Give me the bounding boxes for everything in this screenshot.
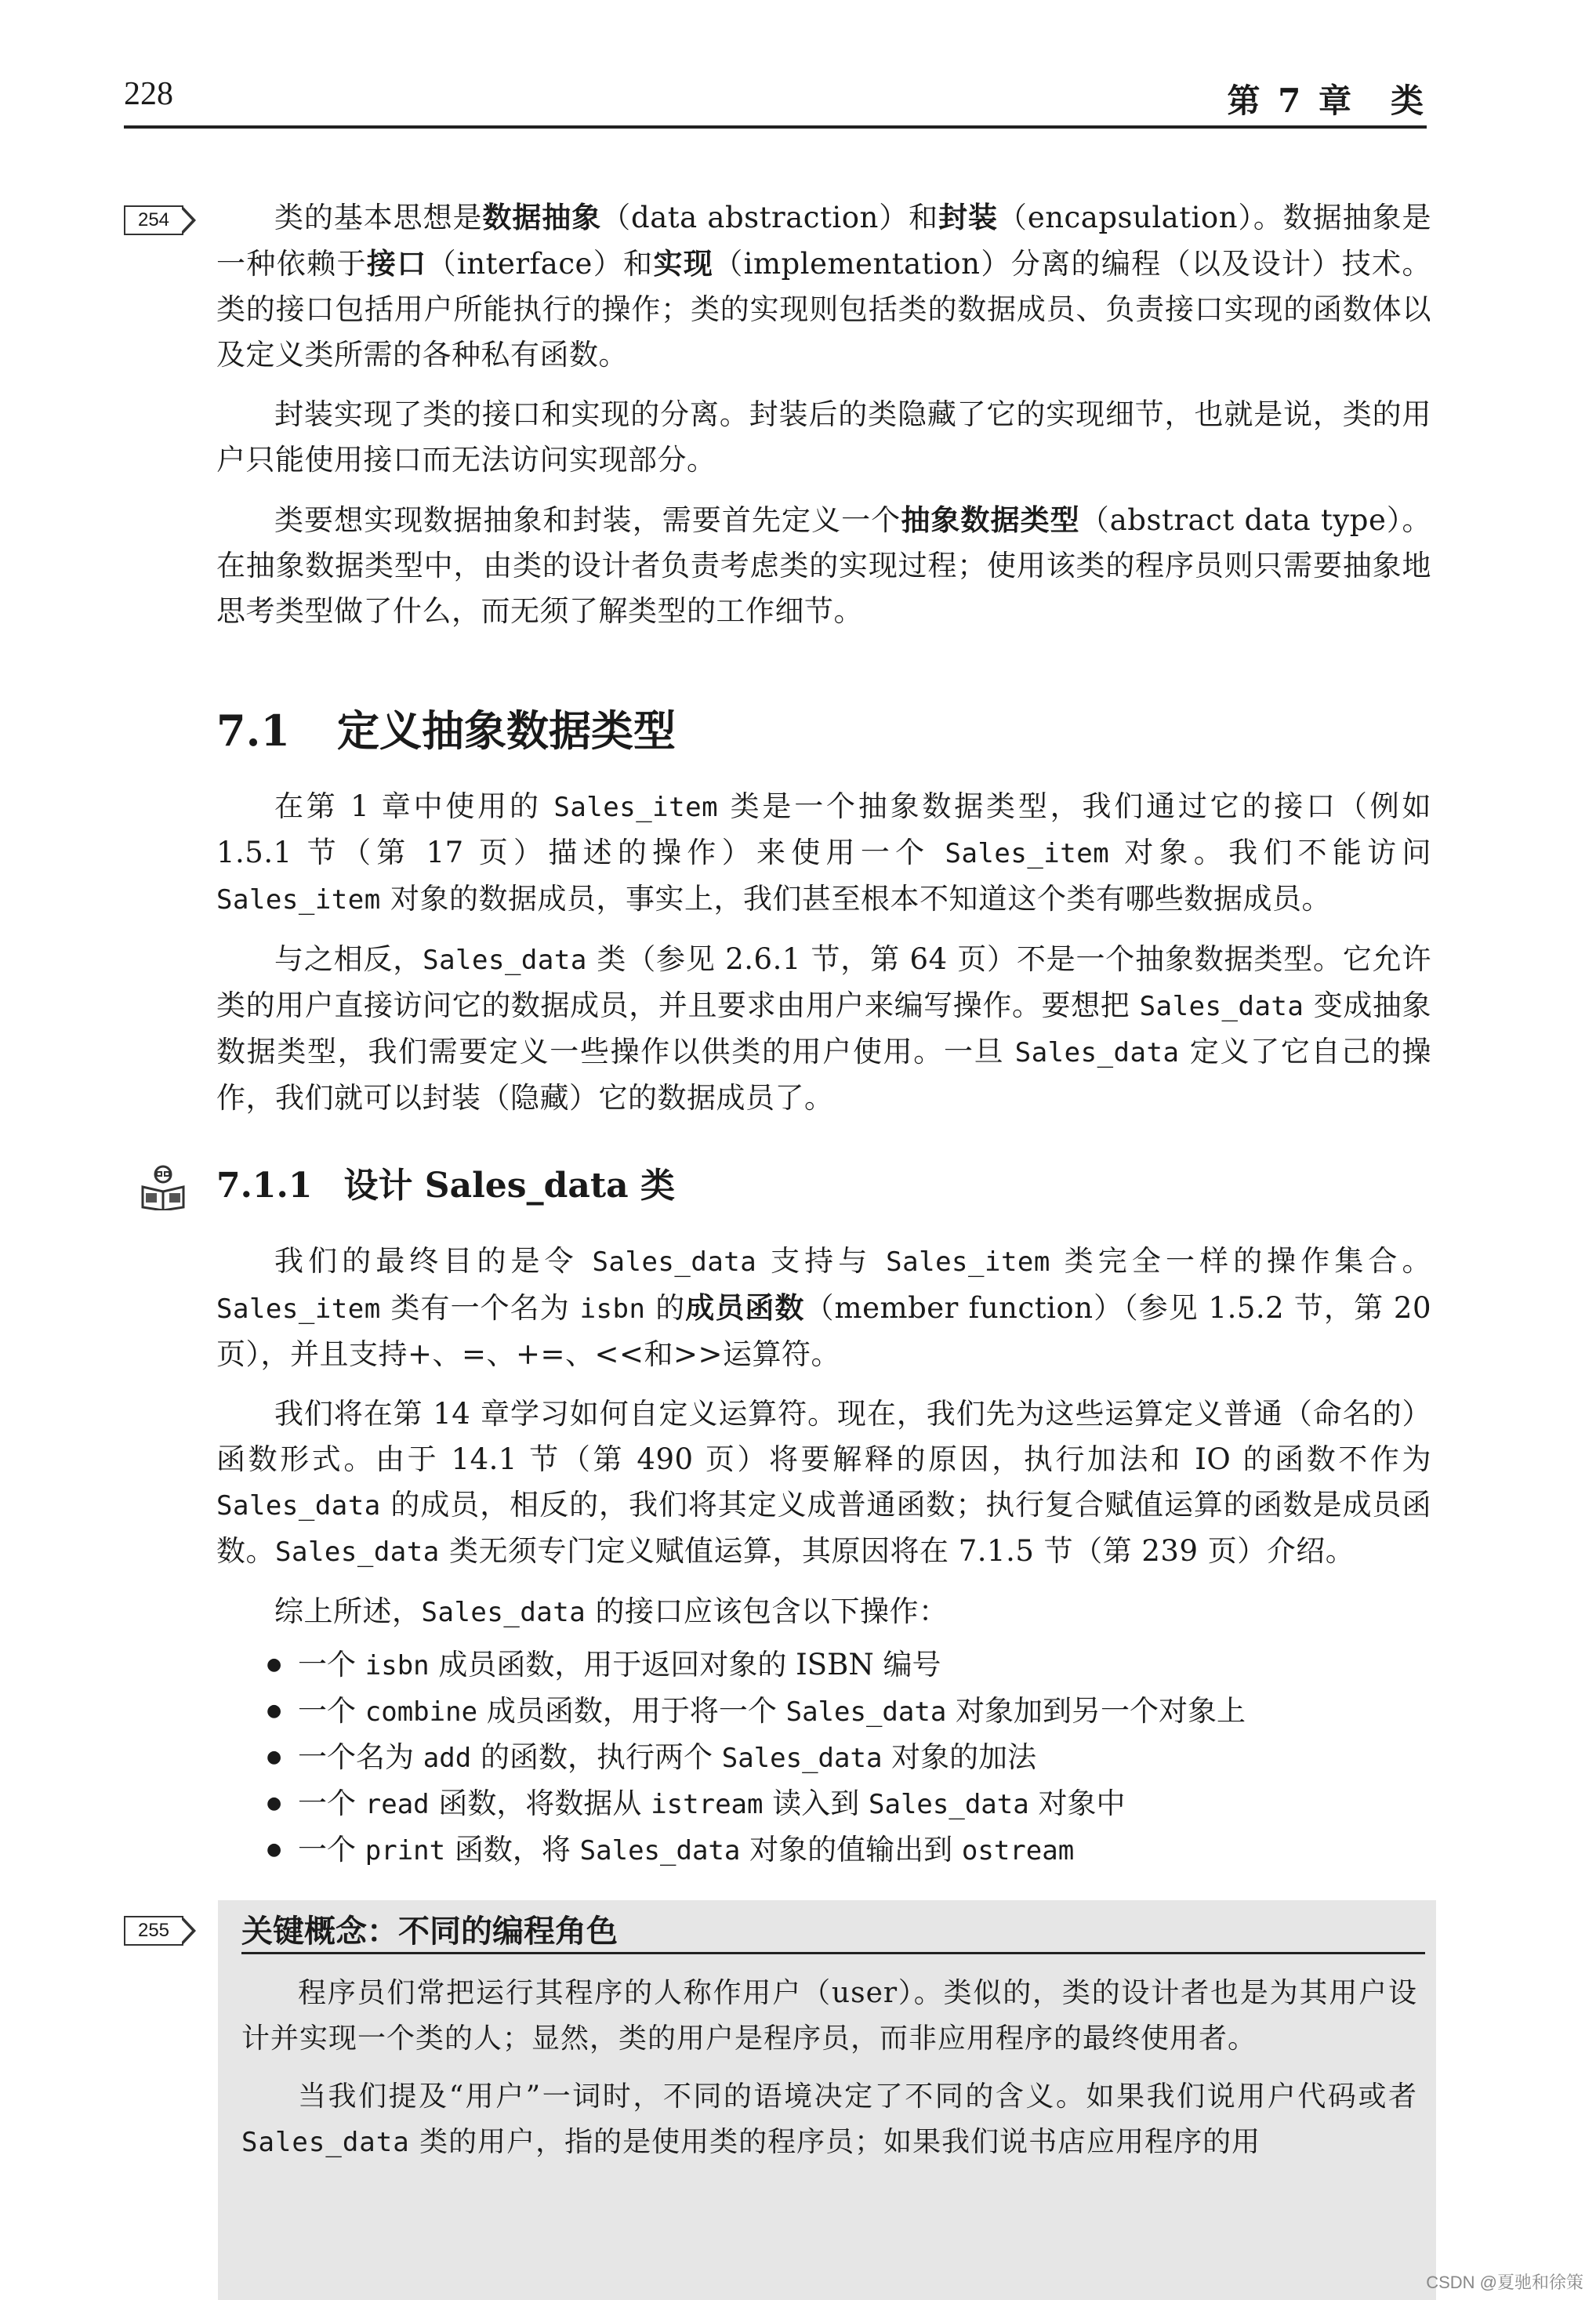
text-run: 对象的加法: [882, 1740, 1037, 1774]
text-run: （abstract data type）。在抽象数据类型中，由类的设计者负责考虑类的实现过程；使用该类的程序员则只需要抽象地思考类型做了什么，而无须了解类型的工作细节。: [216, 503, 1431, 628]
term-data-abstraction: 数据抽象: [482, 200, 602, 234]
text-run: 对象。我们不能访问: [1109, 836, 1431, 869]
text-run: 函数，将数据从: [429, 1787, 651, 1820]
list-item: [267, 1689, 1246, 1735]
text-run: （encapsulation）。数据抽象是一种依赖于: [216, 201, 1431, 281]
text-run: 的: [645, 1291, 686, 1325]
key-concept-paragraph-2: [241, 2074, 1417, 2165]
intro-paragraph-2: 封装实现了类的接口和实现的分离。封装后的类隐藏了它的实现细节，也就是说，类的用户只能使用接口而无法访问实现部分。: [216, 397, 1431, 477]
text-run: 类（参见 2.6.1 节，第 64 页）不是一个抽象数据类型。它允许类的用户直接访问它的数据成员，并且要求由用户来编写操作。要想把: [216, 942, 1432, 1022]
text-run: 的函数，执行两个: [471, 1740, 722, 1774]
operations-list: [267, 1642, 1246, 1874]
arrow-right-icon: [182, 205, 196, 235]
text-run: 类要想实现数据抽象和封装，需要首先定义一个: [274, 503, 901, 537]
text-run: 类完全一样的操作集合。: [1050, 1244, 1431, 1278]
page-number: 228: [124, 76, 173, 112]
text-run: 一个: [298, 1787, 365, 1820]
margin-page-ref-255: [124, 1916, 196, 1946]
code-sales-data: Sales_data: [421, 1597, 586, 1628]
text-run: 一个: [298, 1833, 365, 1866]
text-run: 类无须专门定义赋值运算，其原因将在 7.1.5 节（第 239 页）介绍。: [439, 1534, 1355, 1568]
text-run: 对象的数据成员，事实上，我们甚至根本不知道这个类有哪些数据成员。: [380, 882, 1331, 916]
header-rule: [124, 125, 1427, 129]
code-sales-data: Sales_data: [216, 1490, 381, 1522]
term-implementation: 实现: [653, 246, 714, 281]
code-sales-item: Sales_item: [216, 1293, 381, 1325]
list-item: [267, 1735, 1246, 1781]
term-member-function: 成员函数: [685, 1290, 805, 1325]
text-run: 综上所述，: [274, 1594, 422, 1628]
text-run: 成员函数，用于将一个: [477, 1694, 786, 1728]
text-run: 对象加到另一个对象上: [946, 1694, 1246, 1728]
subsection-title: 设计 Sales_data 类: [343, 1166, 675, 1206]
text-run: （member function）（参见 1.5.2 节，第 20 页），并且支持+、=、+=、<<和>>运算符。: [216, 1291, 1431, 1371]
margin-page-ref-label: 255: [124, 1916, 183, 1946]
key-concept-box: [218, 1900, 1436, 2300]
key-concept-body: [241, 1971, 1417, 2178]
code-term: Sales_data: [785, 1696, 947, 1728]
text-run: 类的基本思想是: [274, 201, 483, 234]
reader-icon: [138, 1163, 188, 1210]
intro-text: [216, 194, 1431, 648]
text-run: 的成员，相反的，我们将其定义成普通函数；执行复合赋值运算的函数是成员函数。: [216, 1488, 1431, 1568]
code-sales-item: Sales_item: [553, 792, 719, 823]
list-item: [267, 1781, 1246, 1827]
subsection-paragraph-2: [216, 1391, 1431, 1575]
text-run: （data abstraction）和: [601, 201, 939, 234]
term-encapsulation: 封装: [938, 200, 998, 234]
code-sales-data: Sales_data: [275, 1536, 440, 1568]
text-run: 一个: [298, 1694, 365, 1728]
code-term: add: [423, 1743, 472, 1774]
text-run: 支持与: [756, 1244, 887, 1278]
key-concept-title: 关键概念：不同的编程角色: [241, 1913, 618, 1950]
code-term: combine: [365, 1696, 478, 1728]
margin-page-ref-254: [124, 205, 196, 235]
term-abstract-data-type: 抽象数据类型: [901, 502, 1080, 537]
subsection-text: [216, 1239, 1431, 1649]
subsection-paragraph-1: [216, 1239, 1431, 1377]
section-text: [216, 784, 1431, 1135]
key-concept-paragraph-1: 程序员们常把运行其程序的人称作用户（user）。类似的，类的设计者也是为其用户设计并实现一个类的人；显然，类的用户是程序员，而非应用程序的最终使用者。: [241, 1977, 1417, 2055]
code-term: Sales_data: [869, 1789, 1029, 1820]
chapter-title: 第 7 章 类: [1227, 82, 1427, 120]
text-run: 一个: [298, 1648, 365, 1681]
list-item: [267, 1827, 1246, 1874]
section-paragraph-1: [216, 784, 1431, 923]
section-paragraph-2: [216, 937, 1431, 1121]
section-title: 定义抽象数据类型: [336, 706, 676, 756]
code-sales-item: Sales_item: [945, 838, 1110, 869]
text-run: 一个名为: [298, 1740, 423, 1774]
text-run: 类是一个抽象数据类型，我们通过它的接口（例如 1.5.1 节（第 17 页）描述的操作）来使用一个: [216, 789, 1431, 869]
intro-paragraph-1: [216, 194, 1431, 378]
text-run: 与之相反，: [274, 942, 423, 976]
text-run: 变成抽象数据类型，我们需要定义一些操作以供类的用户使用。一旦: [216, 989, 1431, 1068]
text-run: 类有一个名为: [380, 1291, 580, 1325]
code-sales-item: Sales_item: [216, 884, 381, 916]
text-run: 读入到: [763, 1787, 869, 1820]
watermark: CSDN @夏驰和徐策: [1426, 2273, 1583, 2292]
section-heading: [216, 698, 676, 758]
text-run: （implementation）分离的编程（以及设计）技术。类的接口包括用户所能执行的操作；类的实现则包括类的数据成员、负责接口实现的函数体以及定义类所需的各种私有函数。: [216, 247, 1431, 372]
section-number: 7.1: [216, 706, 290, 756]
text-run: 函数，将: [445, 1833, 580, 1866]
code-term: read: [365, 1789, 430, 1820]
text-run: 我们的最终目的是令: [274, 1244, 593, 1278]
code-term: print: [365, 1835, 446, 1866]
intro-paragraph-3: [216, 497, 1431, 634]
text-run: 对象的值输出到: [740, 1833, 962, 1866]
code-sales-data: Sales_data: [592, 1246, 757, 1278]
text-run: 定义了它自己的操作，我们就可以封装（隐藏）它的数据成员了。: [216, 1035, 1432, 1115]
subsection-heading: [216, 1157, 675, 1207]
text-run: （interface）和: [426, 247, 654, 281]
text-run: 对象中: [1028, 1787, 1126, 1820]
subsection-paragraph-3: [216, 1589, 1431, 1635]
term-interface: 接口: [366, 246, 427, 281]
margin-page-ref-label: 254: [124, 205, 183, 235]
code-sales-data: Sales_data: [1014, 1037, 1180, 1068]
code-term: ostream: [961, 1835, 1075, 1866]
code-term: isbn: [365, 1650, 430, 1681]
key-concept-rule: [241, 1952, 1425, 1954]
code-sales-item: Sales_item: [886, 1246, 1050, 1278]
code-term: istream: [651, 1789, 764, 1820]
text-run: 成员函数，用于返回对象的 ISBN 编号: [429, 1648, 941, 1681]
text-run: 在第 1 章中使用的: [274, 789, 554, 823]
list-item: [267, 1642, 1246, 1689]
text-run: 我们将在第 14 章学习如何自定义运算符。现在，我们先为这些运算定义普通（命名的）函数形式。由于 14.1 节（第 490 页）将要解释的原因，执行加法和 IO 的函数不作为: [216, 1397, 1431, 1476]
page-header: [124, 75, 1427, 125]
code-isbn: isbn: [579, 1293, 646, 1325]
code-term: Sales_data: [721, 1743, 883, 1774]
code-sales-data: Sales_data: [423, 945, 587, 976]
text-run: 当我们提及“用户”一词时，不同的语境决定了不同的含义。如果我们说用户代码或者: [298, 2081, 1417, 2113]
text-run: 类的用户，指的是使用类的程序员；如果我们说书店应用程序的用: [409, 2126, 1261, 2158]
text-run: 的接口应该包含以下操作：: [586, 1594, 949, 1628]
subsection-number: 7.1.1: [216, 1166, 313, 1206]
arrow-right-icon: [182, 1916, 196, 1946]
code-term: Sales_data: [579, 1835, 741, 1866]
code-sales-data: Sales_data: [241, 2127, 410, 2158]
code-sales-data: Sales_data: [1139, 991, 1304, 1022]
